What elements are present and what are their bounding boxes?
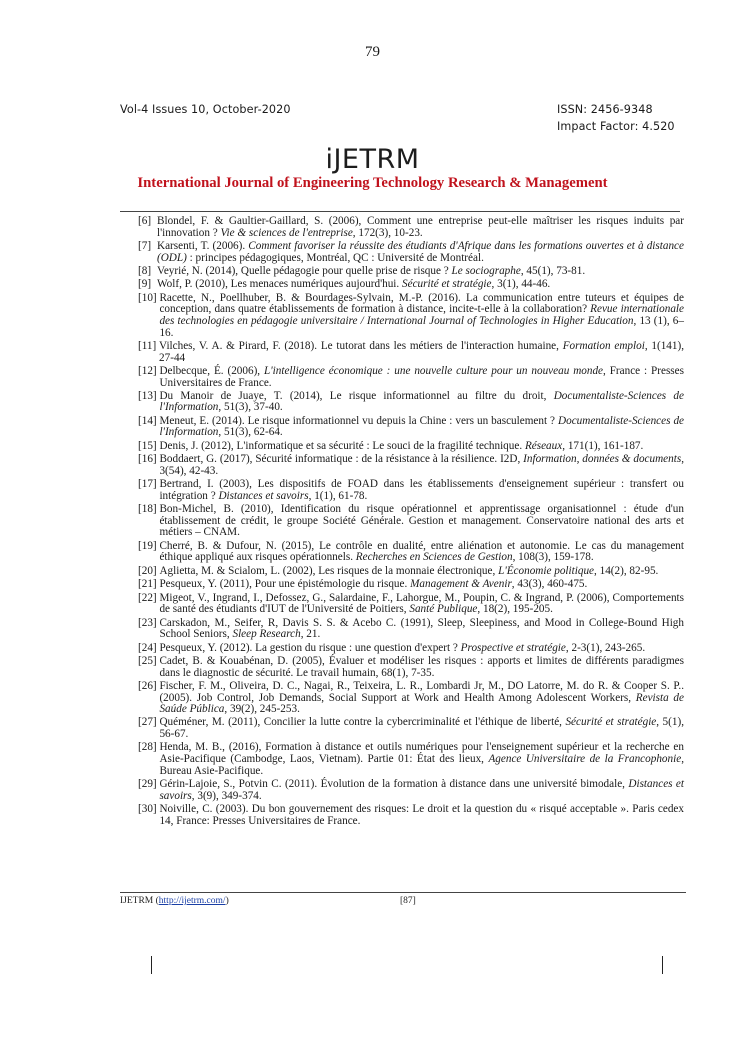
reference-number: [15] xyxy=(138,439,160,452)
reference-text-part: , 43(3), 460-475. xyxy=(511,578,588,591)
reference-text-part: , 3(54), 42-43. xyxy=(159,453,685,477)
reference-text-part: , 1(1), 61-78. xyxy=(308,489,368,502)
reference-source-title: Management & Avenir xyxy=(410,578,512,591)
reference-text xyxy=(159,293,684,339)
reference-source-title: Agence Universitaire de la Francophonie xyxy=(488,753,682,766)
reference-number: [19] xyxy=(138,539,160,552)
reference-text-part: Blondel, F. & Gaultier-Gaillard, S. (2006), Comment une entreprise peut-elle maîtriser les risques induits par l'innovation ? xyxy=(157,215,684,239)
reference-item xyxy=(138,579,684,591)
reference-item xyxy=(138,804,684,827)
reference-number: [10] xyxy=(138,291,160,304)
reference-text-part: , 3(9), 349-374. xyxy=(191,789,262,802)
reference-number: [16] xyxy=(138,453,160,466)
reference-source-title: Revue internationale des technologies en pédagogie universitaire / International Journal of Technologies in Higher Education xyxy=(159,303,684,327)
journal-name: International Journal of Engineering Technology Research & Management xyxy=(137,175,608,191)
reference-text xyxy=(159,454,684,477)
reference-text xyxy=(159,804,684,827)
reference-text-part: , 51(3), 37-40. xyxy=(218,401,283,414)
reference-source-title: Comment favoriser la réussite des étudiants d'Afrique dans les formations ouvertes et à distance (ODL) xyxy=(157,239,684,264)
reference-text-part: , 51(3), 62-64. xyxy=(218,426,283,439)
reference-item xyxy=(138,454,684,477)
reference-text-part: Veyrié, N. (2014), Quelle pédagogie pour quelle prise de risque ? xyxy=(157,264,452,277)
reference-text-part: Karsenti, T. (2006). xyxy=(157,239,249,252)
reference-text-part: , 1(141), 27-44 xyxy=(159,339,685,364)
reference-item xyxy=(138,279,684,291)
reference-text-part: Delbecque, É. (2006), xyxy=(159,364,265,377)
reference-item xyxy=(138,241,684,264)
reference-source-title: Documentaliste-Sciences de l'Information xyxy=(159,389,684,414)
reference-text-part: , 14(2), 82-95. xyxy=(594,564,659,577)
crop-mark-right xyxy=(662,956,663,974)
reference-text-part: , 18(2), 195-205. xyxy=(477,603,553,616)
reference-text xyxy=(159,566,684,578)
reference-source-title: Recherches en Sciences de Gestion xyxy=(355,551,513,564)
reference-item xyxy=(138,293,684,339)
reference-text-part: Du Manoir de Juaye, T. (2014), Le risque informationnel au filtre du droit, xyxy=(159,389,554,402)
reference-item xyxy=(138,681,684,716)
reference-source-title: Revista de Saúde Pública xyxy=(159,691,684,716)
reference-item xyxy=(138,643,684,655)
reference-number: [29] xyxy=(138,778,160,791)
reference-text xyxy=(159,391,684,414)
reference-number: [22] xyxy=(138,591,160,604)
reference-source-title: Le sociographe xyxy=(451,264,521,277)
reference-number: [12] xyxy=(138,364,160,377)
reference-number: [28] xyxy=(138,741,160,754)
reference-number: [11] xyxy=(138,339,160,352)
reference-item xyxy=(138,216,684,239)
reference-text-part: Noiville, C. (2003). Du bon gouvernement des risques: Le droit et la question du « risqué acceptable ». Paris cedex 14, France: Presses Universitaires de France. xyxy=(159,803,684,827)
page-number: 79 xyxy=(365,44,380,60)
reference-item xyxy=(138,717,684,740)
reference-item xyxy=(138,266,684,278)
reference-text xyxy=(159,742,684,777)
reference-text-part: Pesqueux, Y. (2011), Pour une épistémologie du risque. xyxy=(159,578,411,591)
reference-text-part: , 5(1), 56-67. xyxy=(159,716,684,741)
reference-text-part: Cherré, B. & Dufour, N. (2015), Le contrôle en dualité, entre aliénation et autonomie. Le cas du management éthique appliqué aux risques opérationnels. xyxy=(159,539,684,564)
footer-link[interactable]: http://ijetrm.com/ xyxy=(158,896,226,906)
reference-text xyxy=(157,266,684,278)
reference-text xyxy=(159,416,684,439)
reference-text-part: Vilches, V. A. & Pirard, F. (2018). Le tutorat dans les métiers de l'interaction humaine, xyxy=(159,339,563,352)
reference-text xyxy=(159,656,684,679)
reference-text-part: , 3(1), 44-46. xyxy=(491,278,551,291)
reference-text-part: , Bureau Asie-Pacifique. xyxy=(159,753,684,777)
reference-item xyxy=(138,779,684,802)
reference-text xyxy=(159,441,684,453)
footer-page-label: [87] xyxy=(400,896,416,906)
reference-text-part: , 13 (1), 6–16. xyxy=(159,314,684,339)
reference-text xyxy=(159,504,684,539)
reference-text-part: Fischer, F. M., Oliveira, D. C., Nagai, R., Teixeira, L. R., Lombardi Jr, M., DO Latorre, M. do R. & Cooper S. P.. (2005). Job Control, Job Demands, Social Support at Work and Health Among Adolescent Workers, xyxy=(159,679,684,704)
reference-item xyxy=(138,341,684,364)
reference-text-part: Migeot, V., Ingrand, I., Defossez, G., Salardaine, F., Lahorgue, M., Poupin, C. & Ingrand, P. (2006), Comportements de santé des étudiants d'IUT de l'Université de Poitiers, xyxy=(159,591,684,616)
reference-text-part: , 45(1), 73-81. xyxy=(520,264,586,277)
reference-item xyxy=(138,366,684,389)
reference-text-part: , 108(3), 159-178. xyxy=(512,551,594,564)
reference-text-part: Wolf, P. (2010), Les menaces numériques aujourd'hui. xyxy=(157,278,403,291)
reference-number: [9] xyxy=(138,278,154,291)
reference-text xyxy=(157,241,684,264)
reference-text xyxy=(159,618,684,641)
reference-source-title: Documentaliste-Sciences de l'Information xyxy=(159,414,685,439)
reference-text xyxy=(159,643,684,655)
reference-text-part: , 171(1), 161-187. xyxy=(562,439,644,452)
reference-text xyxy=(159,717,684,740)
reference-item xyxy=(138,593,684,616)
reference-text xyxy=(159,779,684,802)
footer-journal: IJETRM xyxy=(120,896,154,906)
reference-source-title: Distances et savoirs xyxy=(159,778,684,802)
reference-text-part: : principes pédagogiques, Montréal, QC : Université de Montréal. xyxy=(186,251,484,264)
reference-text-part: Bertrand, I. (2003), Les dispositifs de FOAD dans les établissements d'enseignement supérieur : transfert ou intégration ? xyxy=(159,478,684,502)
reference-number: [25] xyxy=(138,654,160,667)
reference-source-title: L'intelligence économique : une nouvelle culture pour un nouveau monde xyxy=(264,364,604,377)
logo-text: JETRM xyxy=(333,144,420,175)
reference-source-title: Sécurité et stratégie xyxy=(402,278,492,291)
reference-text-part: Gérin-Lajoie, S., Potvin C. (2011). Évolution de la formation à distance dans une université bimodale, xyxy=(159,778,629,791)
reference-number: [26] xyxy=(138,679,160,692)
reference-item xyxy=(138,441,684,453)
reference-text xyxy=(159,593,684,616)
footer: IJETRM (http://ijetrm.com/) [87] xyxy=(120,896,416,906)
volume-issue: Vol-4 Issues 10, October-2020 xyxy=(120,103,291,116)
reference-number: [23] xyxy=(138,616,160,629)
reference-text xyxy=(159,366,684,389)
reference-source-title: Formation emploi xyxy=(562,339,645,352)
reference-text-part: , France : Presses Universitaires de France. xyxy=(159,364,684,389)
reference-number: [20] xyxy=(138,564,160,577)
reference-text xyxy=(159,479,684,502)
reference-text-part: Pesqueux, Y. (2012). La gestion du risque : une question d'expert ? xyxy=(159,641,461,654)
reference-number: [6] xyxy=(138,215,154,227)
reference-text-part: Meneut, E. (2014). Le risque informationnel vu depuis la Chine : vers un basculement ? xyxy=(159,414,559,427)
issn: ISSN: 2456-9348 xyxy=(557,103,653,116)
reference-item xyxy=(138,742,684,777)
reference-item xyxy=(138,541,684,564)
reference-number: [30] xyxy=(138,803,160,816)
reference-text-part: Racette, N., Poellhuber, B. & Bourdages-Sylvain, M.-P. (2016). La communication entre tuteurs et équipes de conception, dans quatre établissements de formation à distance, incite-t-elle à la collaboration? xyxy=(159,291,684,316)
impact-factor: Impact Factor: 4.520 xyxy=(557,120,675,133)
reference-number: [14] xyxy=(138,414,160,427)
reference-text-part: , 2-3(1), 243-265. xyxy=(565,641,646,654)
reference-source-title: Vie & sciences de l'entreprise xyxy=(220,226,353,239)
journal-logo xyxy=(0,144,745,175)
reference-source-title: L'Économie politique xyxy=(498,564,595,577)
reference-text-part: Bon-Michel, B. (2010), Identification du risque opérationnel et apprentissage organisationnel : étude d'un établissement de crédit, le groupe Société Générale. Gestion et management. Conservatoire national des arts et métiers – CNAM. xyxy=(159,503,684,539)
reference-text-part: Boddaert, G. (2017), Sécurité informatique : de la résistance à la résilience. I2D, xyxy=(159,453,524,466)
reference-number: [8] xyxy=(138,264,154,277)
reference-number: [24] xyxy=(138,641,160,654)
reference-item xyxy=(138,656,684,679)
reference-source-title: Distances et savoirs xyxy=(218,489,309,502)
reference-source-title: Sleep Research xyxy=(232,628,301,641)
reference-text xyxy=(159,681,684,716)
reference-text-part: Henda, M. B., (2016), Formation à distance et outils numériques pour l'enseignement supérieur et la recherche en Asie-Pacifique (Cambodge, Laos, Vietnam). Partie 01: État des lieux, xyxy=(159,741,684,766)
reference-source-title: Sécurité et stratégie xyxy=(565,716,657,729)
reference-item xyxy=(138,566,684,578)
reference-text xyxy=(157,216,684,239)
reference-source-title: Réseaux xyxy=(524,439,563,452)
reference-item xyxy=(138,479,684,502)
reference-text-part: Carskadon, M., Seifer, R, Davis S. S. & Acebo C. (1991), Sleep, Sleepiness, and Mood in College-Bound High School Seniors, xyxy=(159,616,684,641)
reference-text xyxy=(159,341,684,364)
reference-text-part: , 39(2), 245-253. xyxy=(224,703,300,716)
reference-text-part: Cadet, B. & Kouabénan, D. (2005), Évaluer et modéliser les risques : apports et limites de différents paradigmes dans le diagnostic de sécurité. Le travail humain, 68(1), 7-35. xyxy=(159,654,684,679)
reference-number: [18] xyxy=(138,503,160,516)
reference-number: [17] xyxy=(138,478,160,491)
reference-list xyxy=(138,216,684,829)
reference-item xyxy=(138,504,684,539)
logo-i: i xyxy=(325,144,334,175)
reference-text-part: , 21. xyxy=(300,628,321,641)
crop-mark-left xyxy=(151,956,152,974)
reference-text-part: Quéméner, M. (2011), Concilier la lutte contre la cybercriminalité et l'éthique de liberté, xyxy=(159,716,566,729)
reference-item xyxy=(138,391,684,414)
reference-text xyxy=(159,579,684,591)
reference-number: [13] xyxy=(138,389,160,402)
reference-text xyxy=(157,279,684,291)
reference-source-title: Prospective et stratégie xyxy=(460,641,566,654)
reference-text-part: Aglietta, M. & Scialom, L. (2002), Les risques de la monnaie électronique, xyxy=(159,564,499,577)
reference-number: [21] xyxy=(138,578,160,591)
header-rule xyxy=(120,211,680,212)
reference-item xyxy=(138,618,684,641)
reference-item xyxy=(138,416,684,439)
reference-text xyxy=(159,541,684,564)
reference-number: [7] xyxy=(138,239,154,252)
reference-text-part: , 172(3), 10-23. xyxy=(352,226,423,239)
reference-source-title: Santé Publique xyxy=(409,603,478,616)
reference-source-title: Information, données & documents xyxy=(523,453,682,466)
reference-number: [27] xyxy=(138,716,160,729)
footer-rule xyxy=(120,892,686,893)
reference-text-part: Denis, J. (2012), L'informatique et sa sécurité : Le souci de la fragilité technique. xyxy=(159,439,525,452)
